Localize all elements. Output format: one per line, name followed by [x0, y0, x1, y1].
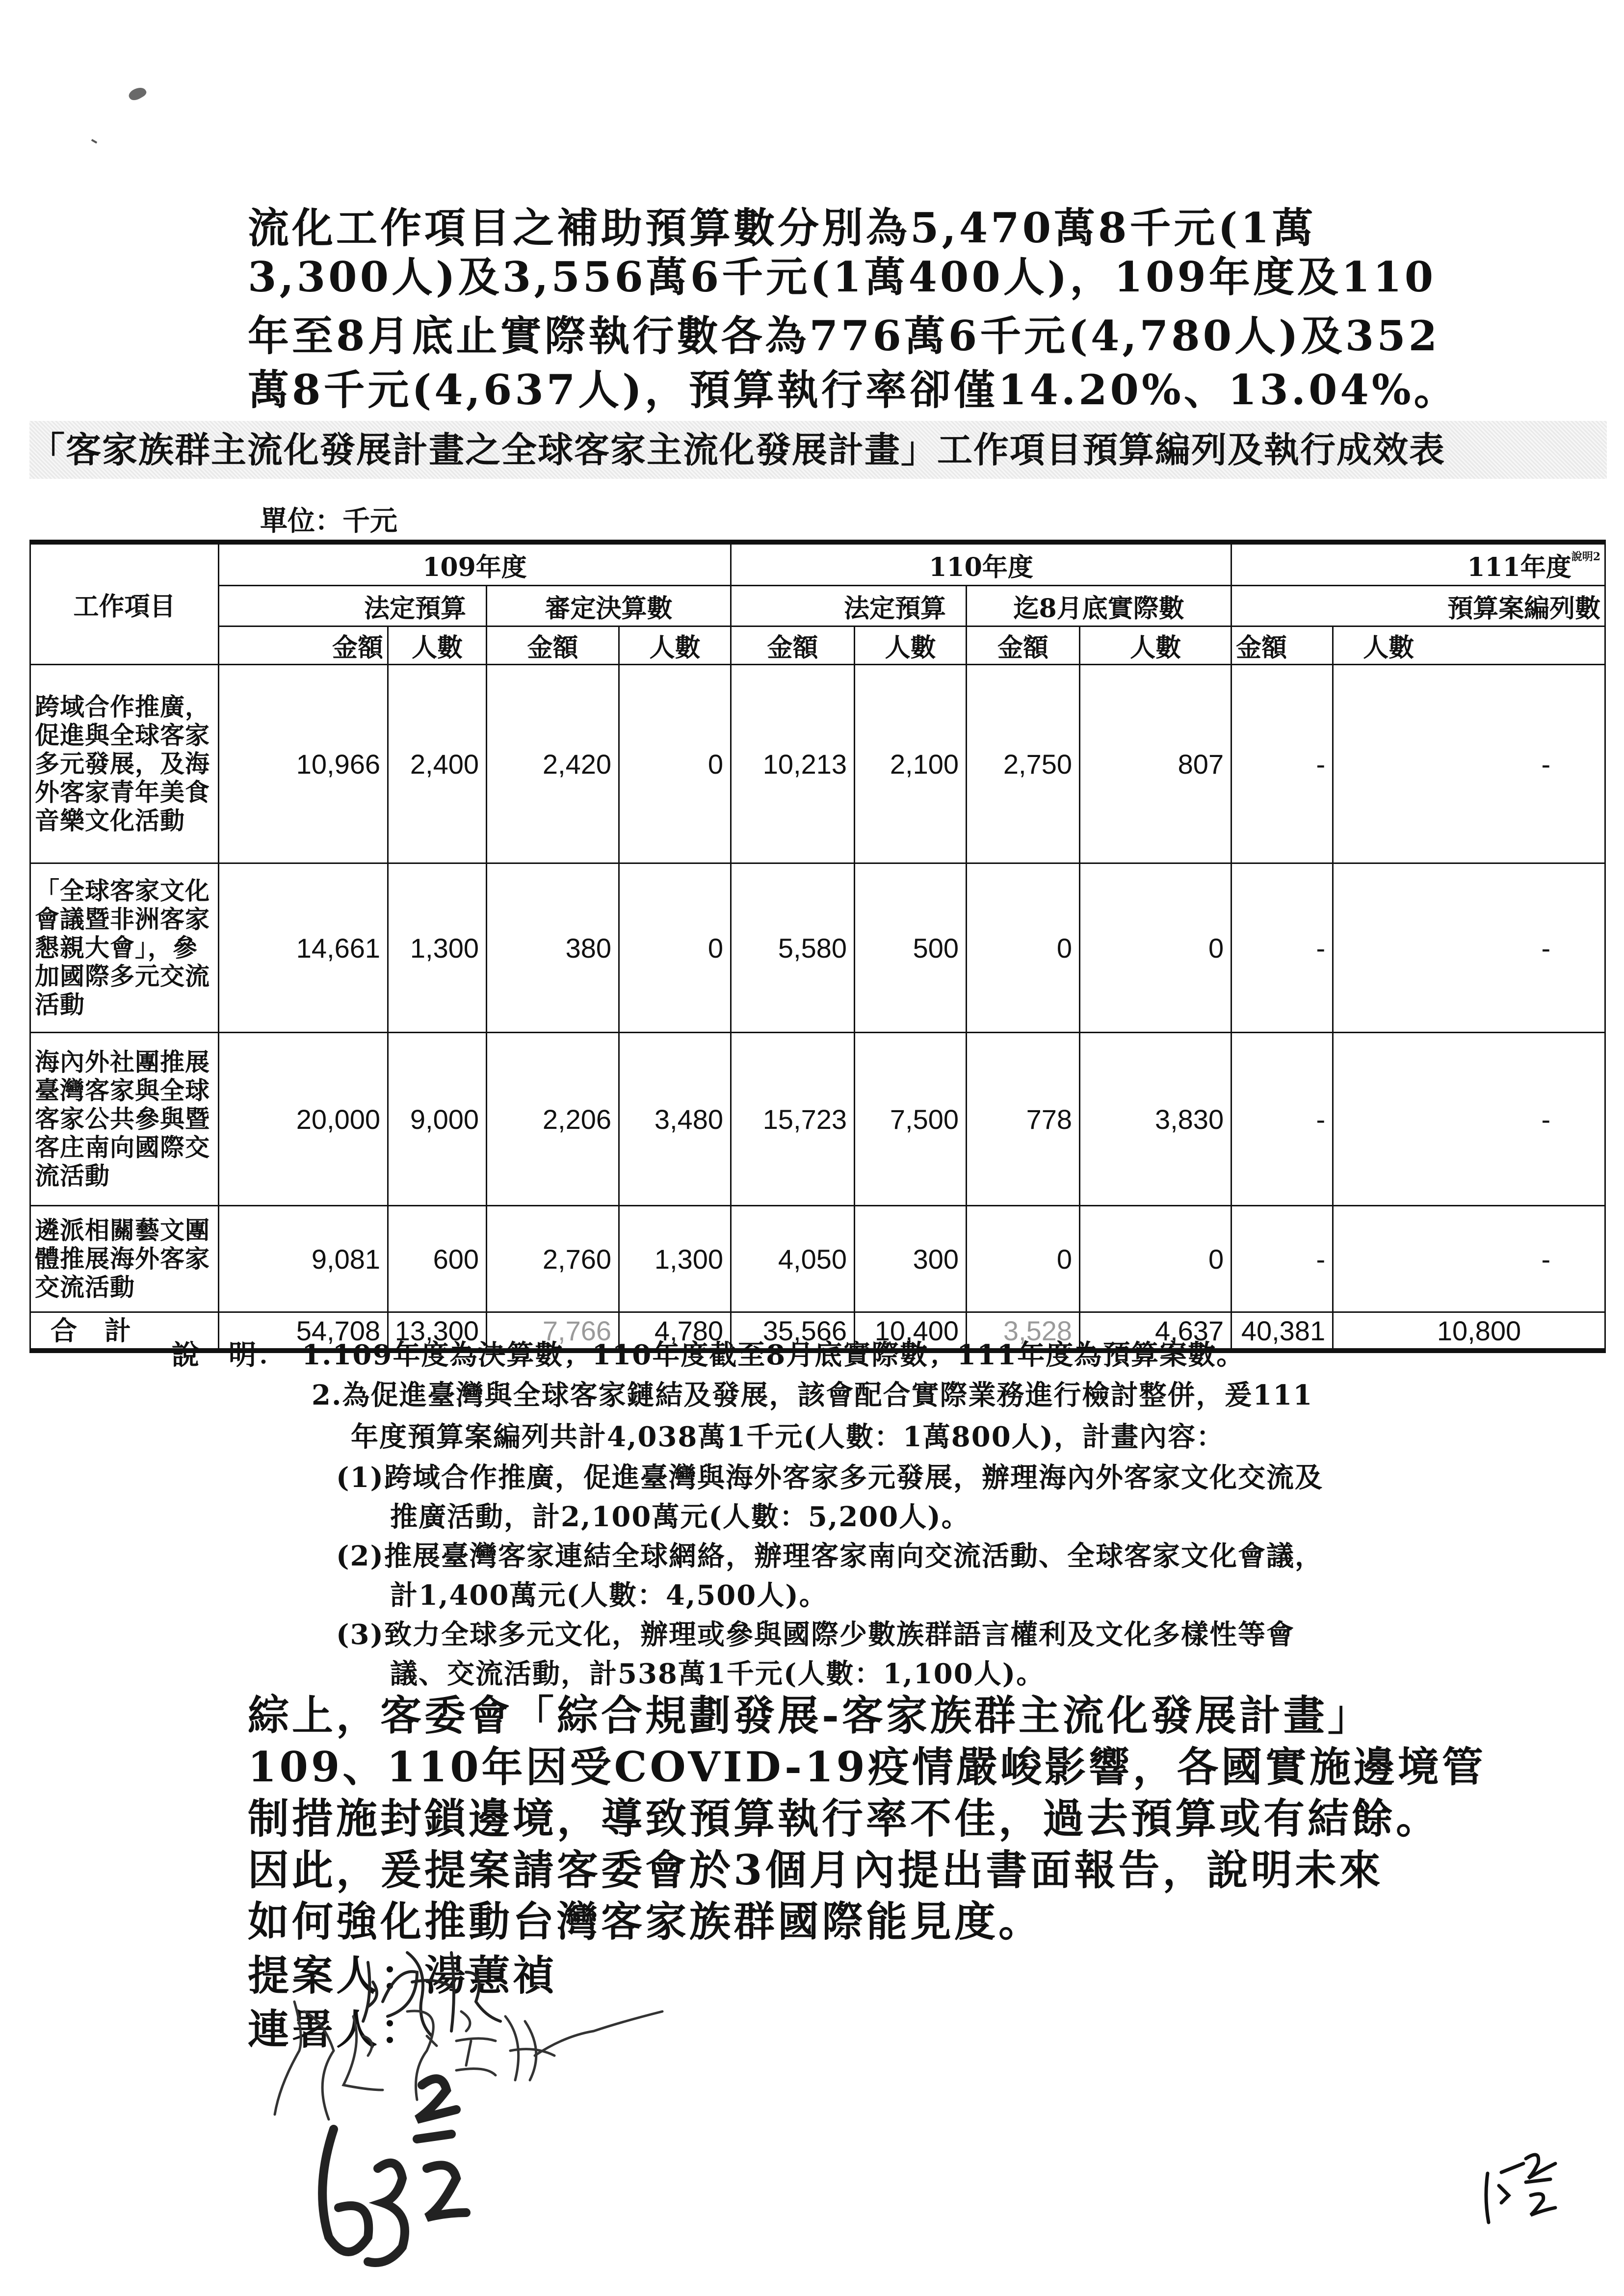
- scan-speck: [91, 139, 97, 143]
- table-row: [30, 1033, 1605, 1206]
- total-value: 54,708: [219, 1312, 388, 1351]
- proposer-name: 湯蕙禎: [424, 1951, 557, 2000]
- cell-value: 14,661: [219, 863, 388, 1033]
- cell-value: 2,400: [388, 665, 487, 863]
- work-item: 「全球客家文化會議暨非洲客家懇親大會」，參加國際多元交流活動: [30, 863, 219, 1033]
- total-value: 10,400: [855, 1312, 967, 1351]
- intro-line: 萬8千元(4,637人)，預算執行率卻僅14.20%、13.04%。: [248, 365, 1458, 414]
- note-line: 計1,400萬元(人數：4,500人)。: [390, 1579, 828, 1612]
- proposer-label: 提案人：: [248, 1951, 425, 2000]
- intro-line: 3,300人)及3,556萬6千元(1萬400人)，109年度及110: [248, 253, 1437, 301]
- cell-value: 500: [855, 863, 967, 1033]
- cosigner-label: 連署人：: [248, 2005, 425, 2054]
- cell-value: 380: [487, 863, 619, 1033]
- note-line: 推廣活動，計2,100萬元(人數：5,200人)。: [390, 1501, 970, 1533]
- group-111-proposed: 預算案編列數: [1231, 586, 1605, 626]
- cell-value: 3,830: [1080, 1033, 1231, 1206]
- col-amount: 金額: [967, 626, 1080, 665]
- signature-proposer: [363, 1953, 500, 2036]
- cell-value: -: [1231, 665, 1333, 863]
- note-line: 議、交流活動，計538萬1千元(人數：1,100人)。: [390, 1658, 1045, 1690]
- group-110-legal-budget: 法定預算: [731, 586, 967, 626]
- cell-value: -: [1231, 863, 1333, 1033]
- total-value: 4,780: [619, 1312, 731, 1351]
- cell-value: 2,760: [487, 1206, 619, 1312]
- total-value: 35,566: [731, 1312, 855, 1351]
- note-line: (3)致力全球多元文化，辦理或參與國際少數族群語言權利及文化多樣性等會: [336, 1618, 1295, 1651]
- note-line: 1.109年度為決算數；110年度截至8月底實際數；111年度為預算案數。: [302, 1339, 1245, 1371]
- cell-value: 2,100: [855, 665, 967, 863]
- page-mark: [1472, 2129, 1570, 2257]
- note-line: (2)推展臺灣客家連結全球網絡，辦理客家南向交流活動、全球客家文化會議，: [336, 1540, 1323, 1572]
- cell-value: 10,966: [219, 665, 388, 863]
- header-year-109: [219, 542, 731, 586]
- cell-value: 3,480: [619, 1033, 731, 1206]
- conclusion-line: 因此，爰提案請客委會於3個月內提出書面報告，說明未來: [248, 1846, 1384, 1894]
- budget-table: [29, 540, 1606, 1353]
- group-109-final-accounts: 審定決算數: [487, 586, 731, 626]
- header-work-item: 工作項目: [30, 542, 219, 665]
- note-line: 2.為促進臺灣與全球客家鏈結及發展，該會配合實際業務進行檢討整併，爰111: [312, 1379, 1313, 1411]
- cell-value: -: [1333, 665, 1605, 863]
- col-amount: 金額: [487, 626, 619, 665]
- total-value: 10,800: [1333, 1312, 1605, 1351]
- cell-value: -: [1231, 1033, 1333, 1206]
- total-value: 4,637: [1080, 1312, 1231, 1351]
- table-title: 「客家族群主流化發展計畫之全球客家主流化發展計畫」工作項目預算編列及執行成效表: [29, 421, 1607, 479]
- cell-value: -: [1333, 1033, 1605, 1206]
- unit-label: 單位：千元: [260, 505, 397, 537]
- table-row: [30, 1206, 1605, 1312]
- work-item: 海內外社團推展臺灣客家與全球客家公共參與暨客庄南向國際交流活動: [30, 1033, 219, 1206]
- col-people: 人數: [1333, 626, 1605, 665]
- note-line: (1)跨域合作推廣，促進臺灣與海外客家多元發展，辦理海內外客家文化交流及: [336, 1461, 1323, 1494]
- cell-value: 1,300: [388, 863, 487, 1033]
- notes-label: 說 明：: [172, 1339, 286, 1371]
- cell-value: 600: [388, 1206, 487, 1312]
- conclusion-line: 109、110年因受COVID-19疫情嚴峻影響，各國實施邊境管: [248, 1743, 1486, 1791]
- cell-value: 20,000: [219, 1033, 388, 1206]
- work-item: 跨域合作推廣，促進與全球客家多元發展，及海外客家青年美食音樂文化活動: [30, 665, 219, 863]
- cell-value: 807: [1080, 665, 1231, 863]
- cell-value: 9,000: [388, 1033, 487, 1206]
- cell-value: 4,050: [731, 1206, 855, 1312]
- scan-speck: [127, 84, 148, 103]
- handwritten-number: [322, 2079, 466, 2263]
- cell-value: 15,723: [731, 1033, 855, 1206]
- conclusion-line: 如何強化推動台灣客家族群國際能見度。: [248, 1897, 1043, 1946]
- table-row: [30, 863, 1605, 1033]
- cell-value: 1,300: [619, 1206, 731, 1312]
- intro-line: 流化工作項目之補助預算數分別為5,470萬8千元(1萬: [248, 204, 1316, 252]
- cell-value: 5,580: [731, 863, 855, 1033]
- cell-value: 300: [855, 1206, 967, 1312]
- conclusion-line: 制措施封鎖邊境，導致預算執行率不佳，過去預算或有結餘。: [248, 1794, 1441, 1843]
- work-item: 遴派相關藝文團體推展海外客家交流活動: [30, 1206, 219, 1312]
- conclusion-line: 綜上，客委會「綜合規劃發展-客家族群主流化發展計畫」: [248, 1691, 1372, 1740]
- cell-value: 0: [619, 665, 731, 863]
- year-label: 111年度: [1467, 552, 1572, 582]
- col-people: 人數: [388, 626, 487, 665]
- col-amount: 金額: [1231, 626, 1333, 665]
- col-people: 人數: [619, 626, 731, 665]
- group-109-legal-budget: 法定預算: [219, 586, 487, 626]
- cell-value: 0: [1080, 1206, 1231, 1312]
- note-line: 年度預算案編列共計4,038萬1千元(人數：1萬800人)，計畫內容：: [351, 1421, 1225, 1453]
- cell-value: 0: [1080, 863, 1231, 1033]
- cell-value: 2,206: [487, 1033, 619, 1206]
- cell-value: 2,420: [487, 665, 619, 863]
- year-note: 說明2: [1571, 550, 1601, 563]
- header-year-111: [1231, 542, 1605, 586]
- col-amount: 金額: [219, 626, 388, 665]
- cell-value: 2,750: [967, 665, 1080, 863]
- cell-value: 9,081: [219, 1206, 388, 1312]
- col-people: 人數: [855, 626, 967, 665]
- cell-value: -: [1333, 863, 1605, 1033]
- cell-value: 10,213: [731, 665, 855, 863]
- cell-value: -: [1333, 1206, 1605, 1312]
- handwritten-signatures: [221, 1923, 1496, 2296]
- table-row: [30, 665, 1605, 863]
- cell-value: -: [1231, 1206, 1333, 1312]
- cell-value: 7,500: [855, 1033, 967, 1206]
- col-amount: 金額: [731, 626, 855, 665]
- year-label: 109年度: [422, 552, 527, 582]
- total-value: 40,381: [1231, 1312, 1333, 1351]
- total-value: 7,766: [487, 1312, 619, 1351]
- cell-value: 0: [967, 1206, 1080, 1312]
- year-label: 110年度: [929, 552, 1033, 582]
- total-value: 13,300: [388, 1312, 487, 1351]
- cell-value: 0: [619, 863, 731, 1033]
- total-label: 合 計: [30, 1312, 219, 1351]
- cell-value: 778: [967, 1033, 1080, 1206]
- header-year-110: [731, 542, 1231, 586]
- signature-cosigner-2: [456, 2011, 662, 2080]
- signature-cosigner-1: [275, 2002, 437, 2119]
- intro-line: 年至8月底止實際執行數各為776萬6千元(4,780人)及352: [248, 312, 1441, 360]
- col-people: 人數: [1080, 626, 1231, 665]
- total-value: 3,528: [967, 1312, 1080, 1351]
- group-110-actual: 迄8月底實際數: [967, 586, 1231, 626]
- cell-value: 0: [967, 863, 1080, 1033]
